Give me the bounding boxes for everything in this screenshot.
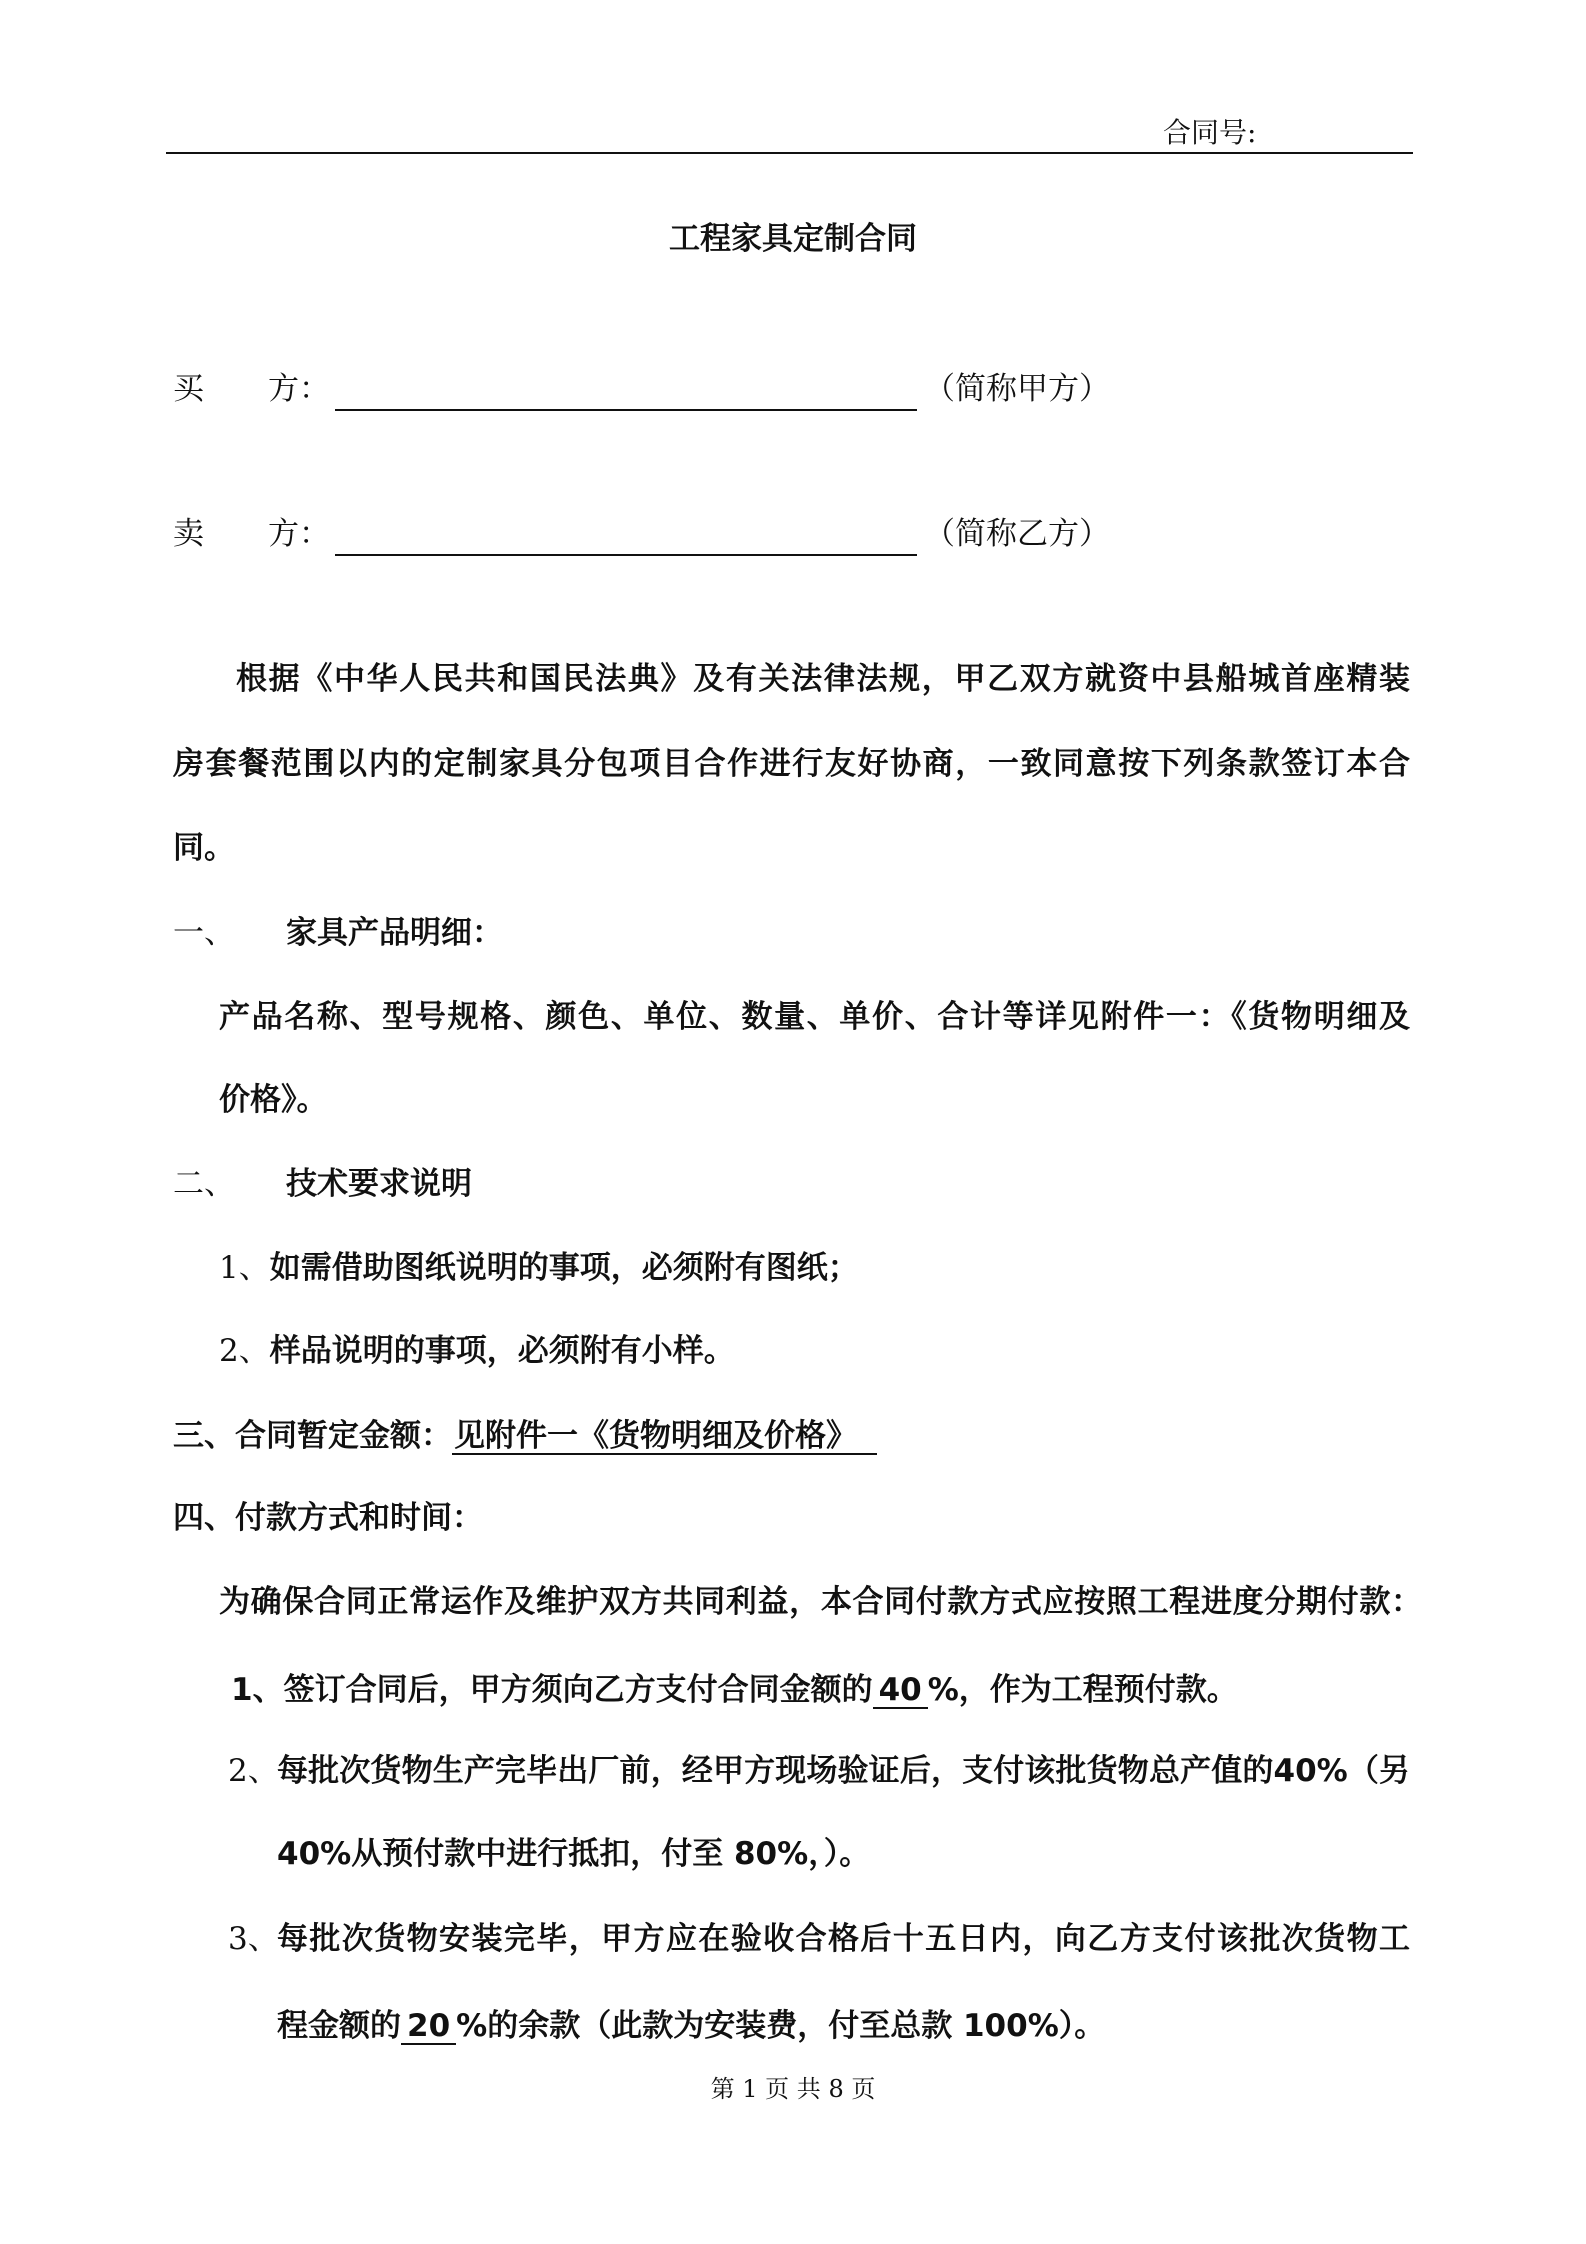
buyer-label-1: 买 — [173, 371, 204, 407]
item-text: %，作为工程预付款。 — [927, 1672, 1238, 1708]
item-text: 样品说明的事项，必须附有小样。 — [269, 1333, 735, 1369]
buyer-note: （简称甲方） — [924, 371, 1110, 407]
seller-field[interactable] — [335, 554, 917, 556]
section-1-title: 家具产品明细： — [286, 915, 503, 951]
item-number: 2、 — [219, 1333, 270, 1369]
section-2-item — [219, 1248, 859, 1288]
install-percent: 20 — [401, 2009, 456, 2045]
payment-item-2-line: 40%从预付款中进行抵扣，付至 80%，）。 — [277, 1836, 871, 1872]
payment-item-3-line — [277, 2006, 1105, 2046]
section-3-value: 见附件一《货物明细及价格》 — [452, 1419, 877, 1455]
section-1-text: 价格》。 — [219, 1082, 328, 1118]
item-number: 3、 — [228, 1921, 279, 1957]
intro-line: 根据《中华人民共和国民法典》及有关法律法规，甲乙双方就资中县船城首座精装 — [236, 661, 1410, 697]
section-2-item — [219, 1331, 735, 1371]
buyer-field[interactable] — [335, 409, 917, 411]
section-1-text: 产品名称、型号规格、颜色、单位、数量、单价、合计等详见附件一：《货物明细及 — [219, 999, 1410, 1035]
section-1-number: 一、 — [173, 915, 235, 951]
item-text: %的余款（此款为安装费，付至总款 100%）。 — [456, 2008, 1106, 2044]
section-4-intro: 为确保合同正常运作及维护双方共同利益，本合同付款方式应按照工程进度分期付款： — [219, 1584, 1422, 1620]
section-2-number: 二、 — [173, 1166, 235, 1202]
page-footer: 第 1 页 共 8 页 — [710, 2075, 876, 2103]
item-text: 如需借助图纸说明的事项，必须附有图纸； — [269, 1250, 859, 1286]
seller-note: （简称乙方） — [924, 516, 1110, 552]
seller-label-1: 卖 — [173, 516, 204, 552]
payment-item-2-line: 每批次货物生产完毕出厂前，经甲方现场验证后，支付该批货物总产值的40%（另 — [277, 1753, 1410, 1789]
payment-item-3-line: 每批次货物安装完毕，甲方应在验收合格后十五日内，向乙方支付该批次货物工 — [277, 1921, 1410, 1957]
page-title: 工程家具定制合同 — [669, 221, 917, 257]
header-rule — [166, 152, 1413, 154]
contract-number-label: 合同号: — [1163, 116, 1257, 149]
item-number: 2、 — [228, 1753, 279, 1789]
section-4-label: 四、付款方式和时间： — [173, 1500, 483, 1536]
deposit-percent: 40 — [873, 1673, 928, 1709]
item-text: 签订合同后，甲方须向乙方支付合同金额的 — [283, 1672, 873, 1708]
seller-label-2: 方： — [268, 516, 330, 552]
section-3-label: 三、合同暂定金额： — [173, 1418, 452, 1454]
section-2-title: 技术要求说明 — [286, 1166, 472, 1202]
buyer-label-2: 方： — [268, 371, 330, 407]
payment-item-1 — [231, 1670, 1238, 1710]
item-number: 1、 — [231, 1672, 284, 1708]
item-text: 程金额的 — [277, 2008, 401, 2044]
item-number: 1、 — [219, 1250, 270, 1286]
intro-line: 同。 — [173, 830, 235, 866]
intro-line: 房套餐范围以内的定制家具分包项目合作进行友好协商，一致同意按下列条款签订本合 — [173, 746, 1410, 782]
section-3 — [173, 1416, 877, 1456]
